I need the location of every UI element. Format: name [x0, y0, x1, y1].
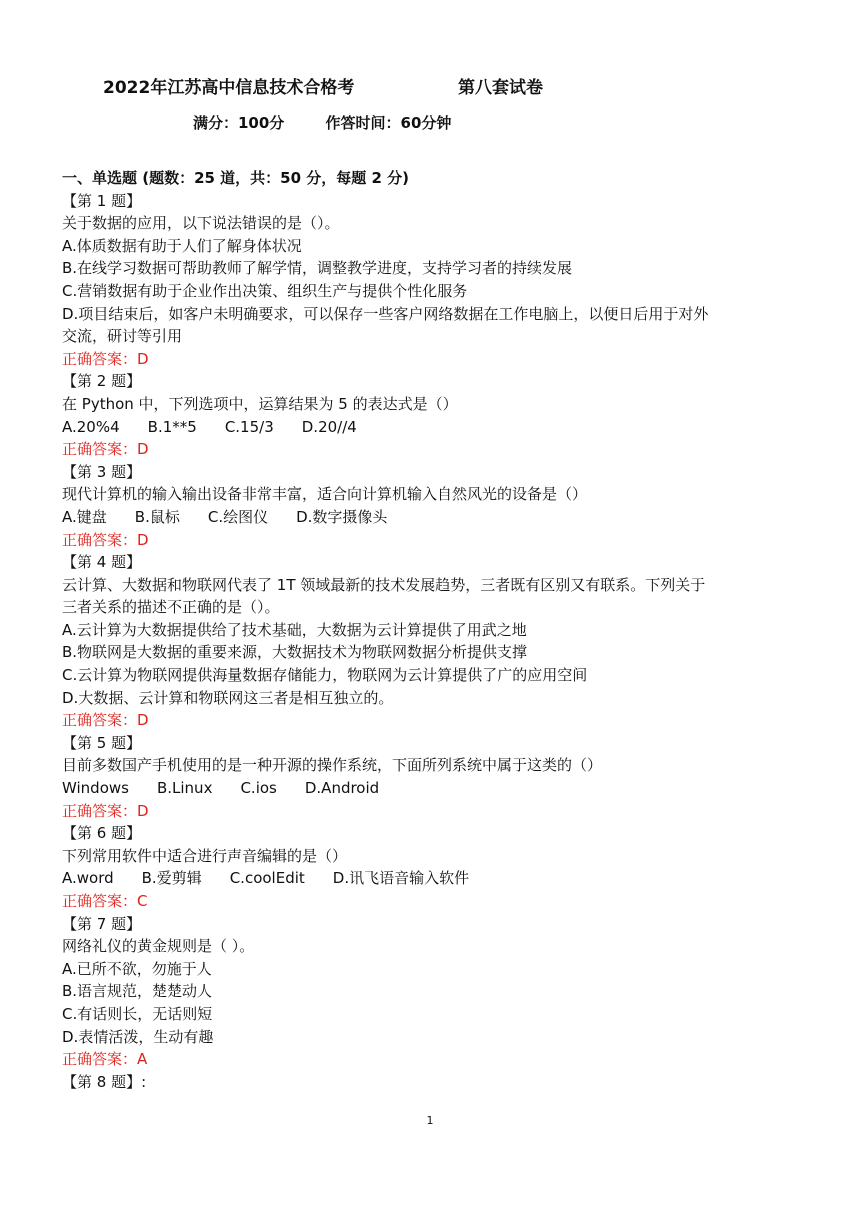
question-stem: 现代计算机的输入输出设备非常丰富，适合向计算机输入自然风光的设备是（）: [62, 485, 588, 504]
inline-options: [62, 867, 807, 890]
question-head: 【第 1 题】: [62, 191, 142, 210]
option-c: C.云计算为物联网提供海量数据存储能力，物联网为云计算提供了广的应用空间: [62, 666, 588, 685]
question-stem: 网络礼仪的黄金规则是（ ）。: [62, 937, 255, 956]
question-head: 【第 6 题】: [62, 824, 142, 843]
option-b: B.Linux: [156, 779, 213, 798]
correct-answer: 正确答案：D: [62, 440, 149, 459]
question-stem: 目前多数国产手机使用的是一种开源的操作系统，下面所列系统中属于这类的（）: [62, 756, 603, 775]
option-b: B.1**5: [147, 417, 197, 436]
option-c: C.有话则长，无话则短: [62, 1004, 213, 1023]
correct-answer: 正确答案：C: [62, 892, 148, 910]
correct-answer: 正确答案：D: [62, 530, 149, 549]
question-list: [62, 167, 807, 1093]
question-stem: 在 Python 中，下列选项中，运算结果为 5 的表达式是（）: [62, 394, 458, 413]
option-b: B.鼠标: [134, 507, 180, 526]
page-number: 1: [426, 1114, 434, 1127]
question-head: 【第 8 题】:: [62, 1072, 147, 1091]
option-d: D.项目结束后，如客户未明确要求，可以保存一些客户网络数据在工作电脑上，以便日后用于对外: [62, 304, 709, 323]
question-head: 【第 2 题】: [62, 372, 142, 391]
inline-options: [62, 777, 807, 800]
question-stem: 关于数据的应用，以下说法错误的是（）。: [62, 214, 340, 233]
option-c: C.coolEdit: [229, 869, 305, 888]
document-title-row: [0, 73, 860, 99]
option-d: D.数字摄像头: [296, 507, 388, 526]
option-c: C.15/3: [224, 417, 274, 436]
question-head: 【第 3 题】: [62, 462, 142, 481]
question-stem-continued: 三者关系的描述不正确的是（）。: [62, 598, 280, 617]
paper-set-label: 第八套试卷: [458, 78, 543, 98]
question-head: 【第 5 题】: [62, 733, 142, 752]
option-c: C.营销数据有助于企业作出决策、组织生产与提供个性化服务: [62, 281, 468, 300]
option-a: A.体质数据有助于人们了解身体状况: [62, 236, 302, 255]
inline-options: [62, 416, 807, 439]
option-b: B.在线学习数据可帮助教师了解学情，调整教学进度，支持学习者的持续发展: [62, 259, 573, 278]
correct-answer: 正确答案：D: [62, 801, 149, 820]
option-c: C.绘图仪: [207, 507, 269, 526]
option-a: A.word: [62, 869, 114, 888]
option-a: A.20%4: [62, 417, 120, 436]
option-a: A.云计算为大数据提供给了技术基础，大数据为云计算提供了用武之地: [62, 620, 527, 639]
correct-answer: 正确答案：A: [62, 1050, 148, 1069]
time-limit: 作答时间：60分钟: [325, 114, 452, 132]
section-title: 一、单选题 (题数：25 道，共：50 分，每题 2 分): [62, 169, 410, 187]
correct-answer: 正确答案：D: [62, 711, 149, 730]
full-score: 满分：100分: [193, 114, 285, 132]
correct-answer: 正确答案：D: [62, 349, 149, 368]
option-d-continued: 交流，研讨等引用: [62, 327, 183, 346]
option-b: B.物联网是大数据的重要来源，大数据技术为物联网数据分析提供支撑: [62, 643, 528, 662]
question-stem: 云计算、大数据和物联网代表了 1T 领域最新的技术发展趋势，三者既有区别又有联系。下列关于: [62, 575, 706, 594]
option-d: D.讯飞语音输入软件: [332, 869, 470, 888]
option-a: Windows: [62, 779, 129, 798]
question-stem: 下列常用软件中适合进行声音编辑的是（）: [62, 846, 348, 865]
inline-options: [62, 506, 807, 529]
option-a: A.已所不欲，勿施于人: [62, 959, 212, 978]
option-d: D.20//4: [301, 417, 357, 436]
option-c: C.ios: [240, 779, 277, 798]
option-d: D.大数据、云计算和物联网这三者是相互独立的。: [62, 688, 394, 707]
question-head: 【第 4 题】: [62, 553, 142, 572]
option-d: D.Android: [304, 779, 380, 798]
question-head: 【第 7 题】: [62, 914, 142, 933]
option-b: B.爱剪辑: [141, 869, 202, 888]
option-a: A.键盘: [62, 507, 107, 526]
option-d: D.表情活泼，生动有趣: [62, 1027, 214, 1046]
document-title: 2022年江苏高中信息技术合格考: [103, 78, 355, 98]
option-b: B.语言规范，楚楚动人: [62, 982, 213, 1001]
exam-meta: [193, 112, 487, 133]
